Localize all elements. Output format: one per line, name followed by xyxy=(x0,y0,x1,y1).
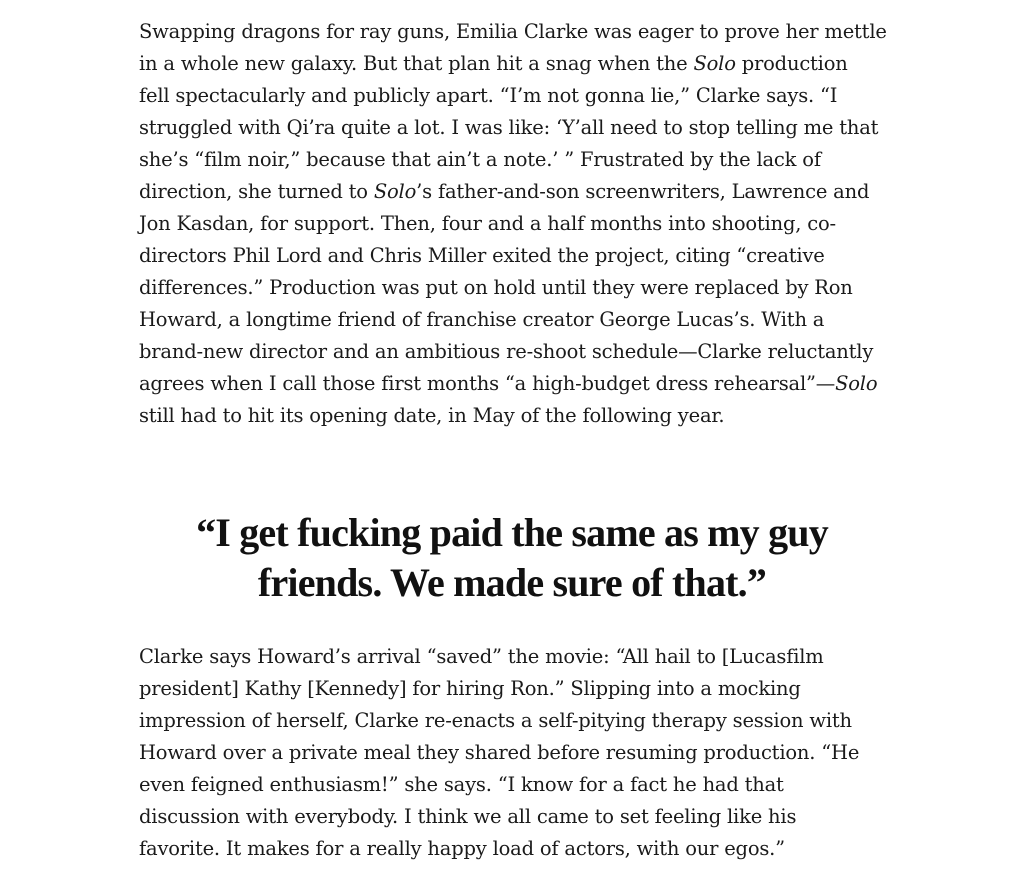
text-line: impression of herself, Clarke re-enacts a self-pitying therapy session with xyxy=(139,709,852,732)
body-paragraph-1 xyxy=(139,16,887,432)
text-line: struggled with Qi’ra quite a lot. I was like: ‘Y’all need to stop telling me that xyxy=(139,116,879,139)
text-line: still had to hit its opening date, in May of the following year. xyxy=(139,404,725,427)
text-line: Clarke says Howard’s arrival “saved” the movie: “All hail to [Lucasfilm xyxy=(139,645,824,668)
text-line: differences.” Production was put on hold until they were replaced by Ron xyxy=(139,276,853,299)
text-line: Howard over a private meal they shared before resuming production. “He xyxy=(139,741,860,764)
text-line: she’s “film noir,” because that ain’t a note.’ ” Frustrated by the lack of xyxy=(139,148,821,171)
text-line: discussion with everybody. I think we all came to set feeling like his xyxy=(139,805,797,828)
text-line: Jon Kasdan, for support. Then, four and a half months into shooting, co- xyxy=(139,212,836,235)
italic-title: Solo xyxy=(835,372,878,395)
pull-quote-line: friends. We made sure of that.” xyxy=(257,560,767,605)
text-line: president] Kathy [Kennedy] for hiring Ron.” Slipping into a mocking xyxy=(139,677,801,700)
italic-title: Solo xyxy=(373,180,417,203)
text-line: Howard, a longtime friend of franchise creator George Lucas’s. With a xyxy=(139,308,825,331)
text-line: favorite. It makes for a really happy load of actors, with our egos.” xyxy=(139,837,785,860)
body-paragraph-2 xyxy=(139,641,859,865)
text-line: Swapping dragons for ray guns, Emilia Clarke was eager to prove her mettle xyxy=(139,20,887,43)
text-line: direction, she turned to Solo’s father-and-son screenwriters, Lawrence and xyxy=(139,180,870,203)
text-line: fell spectacularly and publicly apart. “I’m not gonna lie,” Clarke says. “I xyxy=(139,84,838,107)
text-line: even feigned enthusiasm!” she says. “I know for a fact he had that xyxy=(139,773,784,796)
pull-quote xyxy=(0,508,1024,608)
text-line: agrees when I call those first months “a high-budget dress rehearsal”—Solo xyxy=(139,372,878,395)
pull-quote-line: “I get fucking paid the same as my guy xyxy=(196,510,828,555)
text-line: brand-new director and an ambitious re-shoot schedule—Clarke reluctantly xyxy=(139,340,874,363)
italic-title: Solo xyxy=(693,52,736,75)
text-line: in a whole new galaxy. But that plan hit a snag when the Solo production xyxy=(139,52,848,75)
text-line: directors Phil Lord and Chris Miller exited the project, citing “creative xyxy=(139,244,825,267)
